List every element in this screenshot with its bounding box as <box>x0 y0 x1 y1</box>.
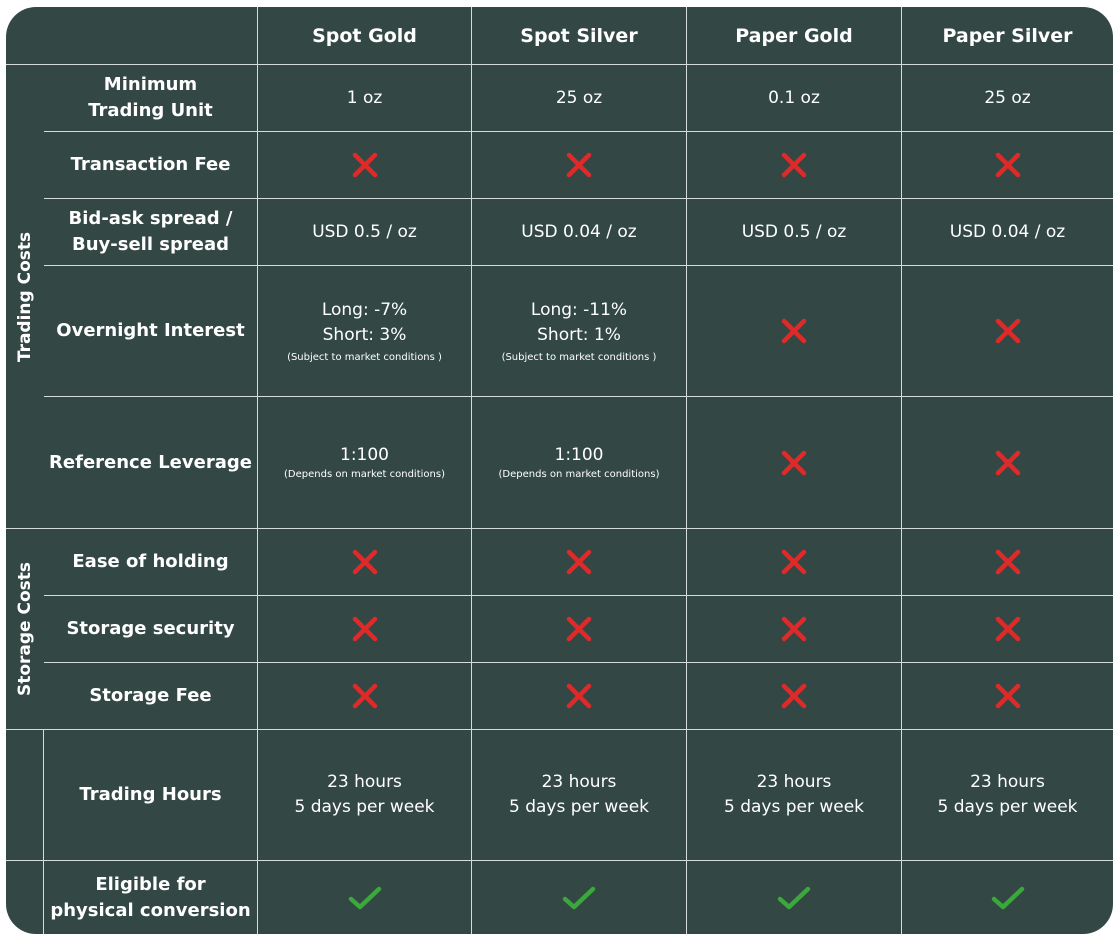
row-label-line: Bid-ask spread / <box>68 208 233 229</box>
leverage-note: (Depends on market conditions) <box>284 469 445 480</box>
leverage-value: 1:100 <box>340 445 389 465</box>
overnight-long: Long: -11% <box>530 299 628 320</box>
row-label-physical-conversion <box>44 861 258 934</box>
group-label-storage-costs-text: Storage Costs <box>15 561 36 697</box>
row-label-line: physical conversion <box>50 899 251 921</box>
group-spacer-physical <box>6 861 44 934</box>
cross-icon <box>350 150 380 180</box>
overnight-note: (Subject to market conditions ) <box>287 351 442 363</box>
cell-physical-spot-silver <box>472 861 687 934</box>
cell-storage-security-paper-gold <box>687 596 902 663</box>
cross-icon <box>779 448 809 478</box>
row-label-storage-fee: Storage Fee <box>44 663 258 730</box>
row-label-trading-hours: Trading Hours <box>44 730 258 861</box>
row-label-storage-security: Storage security <box>44 596 258 663</box>
cross-icon <box>993 316 1023 346</box>
hours-line: 23 hours <box>970 772 1045 792</box>
leverage-note: (Depends on market conditions) <box>498 469 660 480</box>
group-spacer-trading-hours <box>6 730 44 861</box>
column-header-paper-gold: Paper Gold <box>687 7 902 65</box>
cell-ease-holding-spot-silver <box>472 529 687 596</box>
cell-ease-holding-paper-silver <box>902 529 1113 596</box>
cross-icon <box>779 614 809 644</box>
cross-icon <box>993 614 1023 644</box>
header-corner <box>6 7 258 65</box>
row-label-transaction-fee: Transaction Fee <box>44 132 258 199</box>
check-icon <box>347 883 383 913</box>
cell-trading-hours-spot-gold <box>258 730 472 861</box>
cell-storage-security-spot-silver <box>472 596 687 663</box>
row-label-line: Trading Unit <box>88 100 213 121</box>
column-header-spot-gold: Spot Gold <box>258 7 472 65</box>
cell-trading-hours-paper-gold <box>687 730 902 861</box>
days-line: 5 days per week <box>937 797 1078 817</box>
overnight-note: (Subject to market conditions ) <box>501 351 657 363</box>
cell-spread-spot-gold: USD 0.5 / oz <box>258 199 472 266</box>
cell-leverage-paper-gold <box>687 397 902 529</box>
cell-ease-holding-paper-gold <box>687 529 902 596</box>
cell-leverage-paper-silver <box>902 397 1113 529</box>
cross-icon <box>564 681 594 711</box>
cell-transaction-fee-paper-gold <box>687 132 902 199</box>
cell-leverage-spot-silver <box>472 397 687 529</box>
cross-icon <box>350 547 380 577</box>
comparison-table <box>6 7 1113 934</box>
cross-icon <box>564 614 594 644</box>
cell-transaction-fee-spot-gold <box>258 132 472 199</box>
row-label-line: Eligible for <box>95 873 206 895</box>
cross-icon <box>564 150 594 180</box>
cross-icon <box>993 681 1023 711</box>
cell-overnight-spot-silver <box>472 266 687 397</box>
hours-line: 23 hours <box>541 772 617 792</box>
days-line: 5 days per week <box>508 797 650 817</box>
cell-storage-security-paper-silver <box>902 596 1113 663</box>
cell-physical-spot-gold <box>258 861 472 934</box>
row-label-bid-ask-spread <box>44 199 258 266</box>
cross-icon <box>350 614 380 644</box>
cell-trading-hours-spot-silver <box>472 730 687 861</box>
cell-transaction-fee-paper-silver <box>902 132 1113 199</box>
leverage-value: 1:100 <box>554 445 604 465</box>
cell-overnight-paper-silver <box>902 266 1113 397</box>
overnight-short: Short: 3% <box>322 324 407 345</box>
cell-leverage-spot-gold <box>258 397 472 529</box>
cross-icon <box>993 547 1023 577</box>
comparison-table-panel <box>6 7 1113 934</box>
cell-physical-paper-gold <box>687 861 902 934</box>
group-label-storage-costs <box>6 529 44 730</box>
cell-overnight-spot-gold <box>258 266 472 397</box>
cell-storage-fee-paper-gold <box>687 663 902 730</box>
cross-icon <box>779 150 809 180</box>
row-label-reference-leverage: Reference Leverage <box>44 397 258 529</box>
check-icon <box>776 883 812 913</box>
days-line: 5 days per week <box>294 797 435 817</box>
cross-icon <box>779 316 809 346</box>
column-header-paper-silver: Paper Silver <box>902 7 1113 65</box>
check-icon <box>561 883 597 913</box>
cross-icon <box>564 547 594 577</box>
row-label-line: Minimum <box>103 74 198 95</box>
overnight-long: Long: -7% <box>321 299 408 320</box>
cell-trading-hours-paper-silver <box>902 730 1113 861</box>
cell-min-unit-spot-silver: 25 oz <box>472 65 687 132</box>
cell-storage-fee-paper-silver <box>902 663 1113 730</box>
cell-storage-fee-spot-gold <box>258 663 472 730</box>
cell-storage-fee-spot-silver <box>472 663 687 730</box>
row-label-overnight-interest: Overnight Interest <box>44 266 258 397</box>
cross-icon <box>993 448 1023 478</box>
cell-min-unit-paper-silver: 25 oz <box>902 65 1113 132</box>
hours-line: 23 hours <box>756 772 832 792</box>
cell-transaction-fee-spot-silver <box>472 132 687 199</box>
cell-physical-paper-silver <box>902 861 1113 934</box>
cell-min-unit-spot-gold: 1 oz <box>258 65 472 132</box>
row-label-line: Buy-sell spread <box>72 234 229 255</box>
hours-line: 23 hours <box>327 772 402 792</box>
cross-icon <box>779 547 809 577</box>
cross-icon <box>350 681 380 711</box>
overnight-short: Short: 1% <box>537 324 621 345</box>
check-icon <box>990 883 1026 913</box>
row-label-minimum-trading-unit <box>44 65 258 132</box>
cell-storage-security-spot-gold <box>258 596 472 663</box>
group-label-trading-costs-text: Trading Costs <box>15 231 36 362</box>
row-label-ease-of-holding: Ease of holding <box>44 529 258 596</box>
column-header-spot-silver: Spot Silver <box>472 7 687 65</box>
cell-ease-holding-spot-gold <box>258 529 472 596</box>
cell-min-unit-paper-gold: 0.1 oz <box>687 65 902 132</box>
cell-spread-paper-gold: USD 0.5 / oz <box>687 199 902 266</box>
cross-icon <box>779 681 809 711</box>
cell-spread-paper-silver: USD 0.04 / oz <box>902 199 1113 266</box>
cross-icon <box>993 150 1023 180</box>
days-line: 5 days per week <box>723 797 865 817</box>
cell-overnight-paper-gold <box>687 266 902 397</box>
group-label-trading-costs <box>6 65 44 529</box>
cell-spread-spot-silver: USD 0.04 / oz <box>472 199 687 266</box>
